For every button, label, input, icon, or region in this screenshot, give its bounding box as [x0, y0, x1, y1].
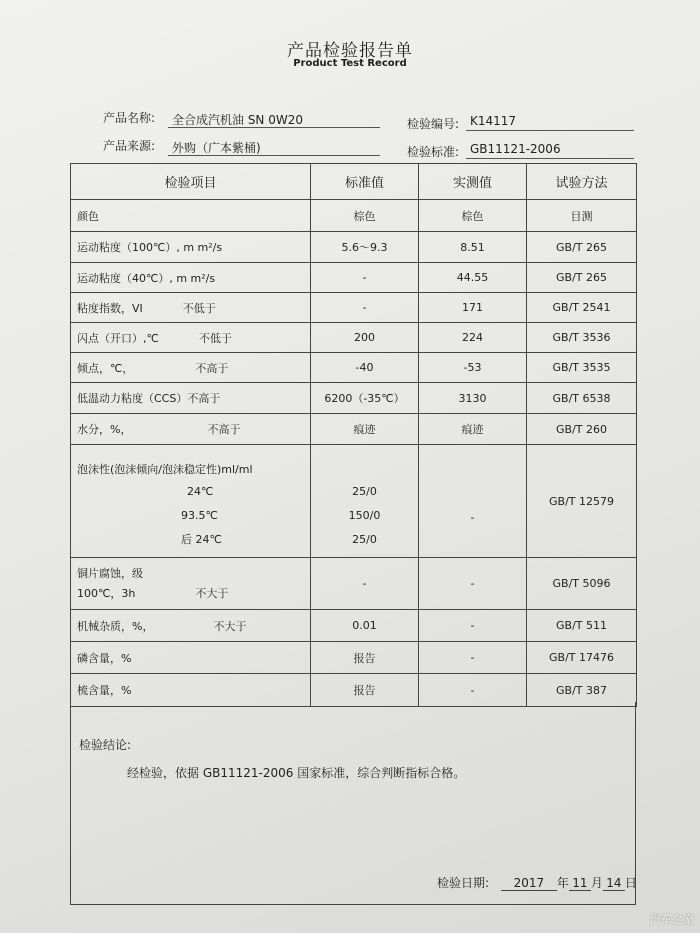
- row-standard: 报告: [311, 674, 419, 707]
- row-measured: 棕色: [419, 200, 527, 232]
- row-method: GB/T 2541: [527, 293, 637, 323]
- source-value: 外购（广本紫桶): [168, 139, 380, 156]
- table-row: [71, 232, 637, 263]
- table-row: [71, 383, 637, 414]
- copper-limit: 不大于: [195, 586, 229, 600]
- foam-item: 泡沫性(泡沫倾向/泡沫稳定性)ml/ml 24℃ 93.5℃ 后 24℃: [71, 445, 311, 558]
- row-limit: 不高于: [207, 423, 241, 436]
- row-limit: 不高于: [195, 361, 229, 375]
- row-measured: 171: [419, 293, 527, 323]
- foam-temp: 24℃: [187, 485, 214, 498]
- row-method: GB/T 387: [527, 674, 637, 707]
- table-row: [71, 263, 637, 293]
- conclusion-box: [70, 702, 636, 905]
- row-method: GB/T 511: [527, 610, 637, 642]
- row-item: 低温动力粘度（CCS）不高于: [71, 383, 311, 414]
- row-method: GB/T 265: [527, 232, 637, 263]
- conclusion-label: 检验结论:: [79, 738, 132, 752]
- table-row: [71, 200, 637, 232]
- row-standard: 5.6～9.3: [311, 232, 419, 263]
- inspection-date: 检验日期: 2017 年 11 月 14 日: [437, 876, 637, 890]
- row-standard: 报告: [311, 642, 419, 674]
- copper-row: [71, 558, 637, 610]
- row-item: 运动粘度（40℃）, m m²/s: [71, 263, 311, 293]
- standard-value: GB11121-2006: [466, 142, 634, 159]
- row-measured: -: [419, 674, 527, 707]
- row-item: 颜色: [71, 200, 311, 232]
- header-method: 试验方法: [527, 164, 637, 200]
- row-limit: 不大于: [213, 619, 247, 633]
- foam-method: GB/T 12579: [527, 445, 637, 558]
- header-standard: 标准值: [311, 164, 419, 200]
- row-measured: 8.51: [419, 232, 527, 263]
- foam-measured: -: [419, 445, 527, 558]
- test-table: [70, 163, 637, 707]
- row-standard: 0.01: [311, 610, 419, 642]
- header-item: 检验项目: [71, 164, 311, 200]
- row-item: 机械杂质，%， 不大于: [71, 610, 311, 642]
- row-standard: -: [311, 263, 419, 293]
- row-method: GB/T 260: [527, 414, 637, 445]
- row-method: GB/T 3535: [527, 353, 637, 383]
- row-item: 水分，%， 不高于: [71, 414, 311, 445]
- row-standard: 200: [311, 323, 419, 353]
- row-item: 闪点（开口）,℃ 不低于: [71, 323, 311, 353]
- date-label: 检验日期:: [437, 876, 490, 890]
- table-header-row: [71, 164, 637, 200]
- table-row: [71, 610, 637, 642]
- row-item: 粘度指数，VI 不低于: [71, 293, 311, 323]
- date-month: 11: [569, 876, 591, 891]
- row-standard: -40: [311, 353, 419, 383]
- copper-method: GB/T 5096: [527, 558, 637, 610]
- row-method: 目测: [527, 200, 637, 232]
- source-label: 产品来源:: [103, 139, 156, 153]
- table-row: [71, 353, 637, 383]
- report-title: 产品检验报告单: [287, 41, 413, 61]
- row-item: 倾点，℃， 不高于: [71, 353, 311, 383]
- row-limit: 不低于: [198, 331, 232, 345]
- copper-standard: -: [311, 558, 419, 610]
- foam-temp: 后 24℃: [181, 533, 222, 546]
- foam-standard: 25/0 150/0 25/0: [311, 445, 419, 558]
- test-no-label: 检验编号:: [407, 117, 460, 131]
- row-measured: 224: [419, 323, 527, 353]
- table-row: [71, 293, 637, 323]
- test-no-value: K14117: [466, 114, 634, 131]
- foam-row: [71, 445, 637, 558]
- table-row: [71, 323, 637, 353]
- watermark: 汽车之家: [650, 913, 694, 926]
- row-standard: 痕迹: [311, 414, 419, 445]
- standard-label: 检验标准:: [407, 145, 460, 159]
- row-measured: 3130: [419, 383, 527, 414]
- foam-temp: 93.5℃: [181, 509, 218, 522]
- row-item: 梳含量，%: [71, 674, 311, 707]
- copper-item: 铜片腐蚀，级 100℃，3h 不大于: [71, 558, 311, 610]
- row-measured: -: [419, 610, 527, 642]
- row-limit: 不低于: [182, 301, 216, 315]
- row-item: 运动粘度（100℃）, m m²/s: [71, 232, 311, 263]
- row-measured: 44.55: [419, 263, 527, 293]
- row-standard: 6200（-35℃）: [311, 383, 419, 414]
- product-name-value: 全合成汽机油 SN 0W20: [168, 111, 380, 128]
- row-standard: -: [311, 293, 419, 323]
- conclusion-text: 经检验，依据 GB11121-2006 国家标准，综合判断指标合格。: [127, 766, 466, 780]
- header-measured: 实测值: [419, 164, 527, 200]
- table-row: [71, 642, 637, 674]
- row-method: GB/T 6538: [527, 383, 637, 414]
- date-day: 14: [603, 876, 625, 891]
- row-method: GB/T 3536: [527, 323, 637, 353]
- product-name-label: 产品名称:: [103, 111, 156, 125]
- row-item: 磷含量，%: [71, 642, 311, 674]
- copper-measured: -: [419, 558, 527, 610]
- row-method: GB/T 265: [527, 263, 637, 293]
- row-measured: -: [419, 642, 527, 674]
- row-method: GB/T 17476: [527, 642, 637, 674]
- row-standard: 棕色: [311, 200, 419, 232]
- row-measured: -53: [419, 353, 527, 383]
- row-measured: 痕迹: [419, 414, 527, 445]
- table-row: [71, 414, 637, 445]
- date-year: 2017: [501, 876, 557, 891]
- report-subtitle: Product Test Record: [293, 58, 407, 69]
